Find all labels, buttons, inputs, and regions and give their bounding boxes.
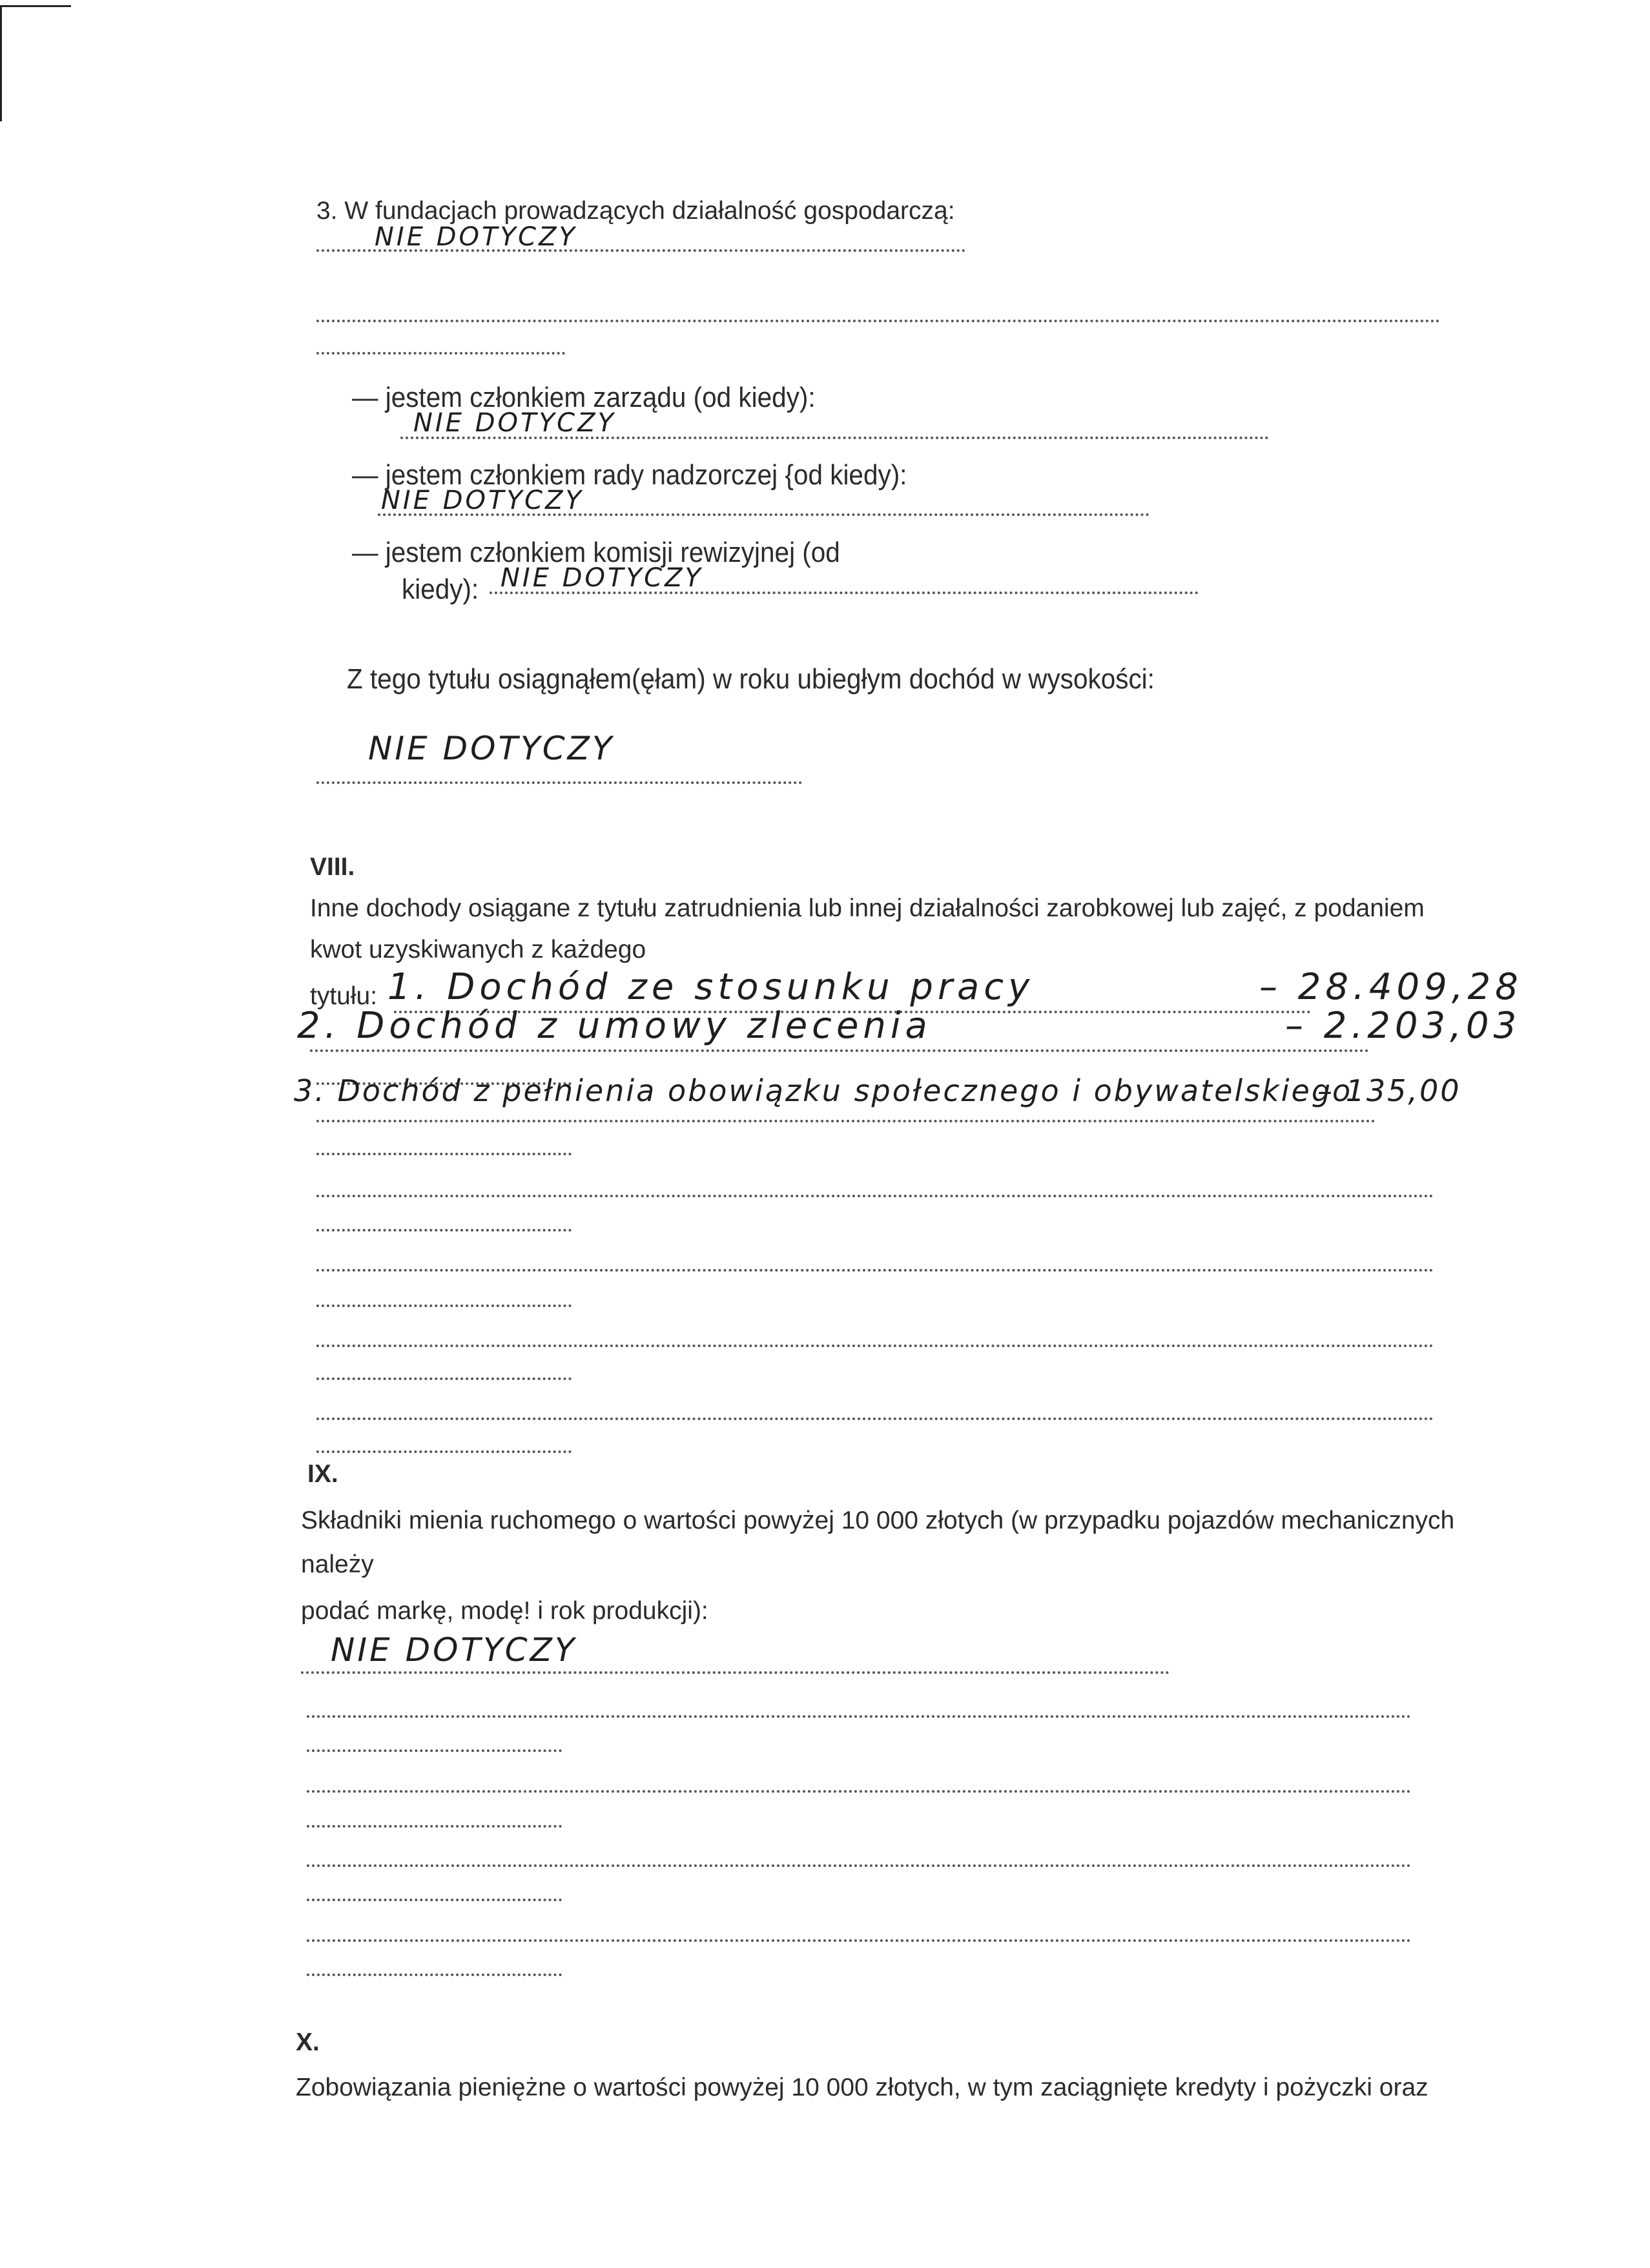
answer-line: [307, 1864, 1411, 1867]
handwritten-amount-3: – 135,00: [1317, 1073, 1461, 1108]
handwritten-answer: NIE DOTYCZY: [375, 222, 577, 252]
section-3-title: 3. W fundacjach prowadzących działalność gospodarczą:: [316, 197, 955, 225]
handwritten-amount-1: – 28.409,28: [1259, 966, 1523, 1008]
answer-line: [316, 1269, 1434, 1272]
handwritten-answer: NIE DOTYCZY: [368, 730, 615, 767]
handwritten-entry-3: 3. Dochód z pełnienia obowiązku społecznego i obywatelskiego: [294, 1073, 1353, 1108]
scan-corner-mark-vertical: [0, 5, 2, 121]
answer-line: [316, 320, 1440, 322]
answer-line: [307, 1899, 562, 1901]
answer-line: [316, 1120, 1376, 1122]
section-8-text-2: kwot uzyskiwanych z każdego: [310, 936, 646, 964]
answer-line: [316, 1195, 1434, 1197]
income-label: Z tego tytułu osiągnąłem(ęłam) w roku ubiegłym dochód w wysokości:: [347, 663, 1155, 695]
answer-line: [316, 1377, 572, 1380]
handwritten-answer: NIE DOTYCZY: [381, 486, 584, 515]
answer-line: [307, 1749, 562, 1752]
section-9-text-1: Składniki mienia ruchomego o wartości powyżej 10 000 złotych (w przypadku pojazdów mechanicznych: [301, 1507, 1455, 1534]
role-label-board: — jestem członkiem zarządu (od kiedy):: [352, 382, 816, 413]
handwritten-amount-2: – 2.203,03: [1285, 1005, 1521, 1047]
handwritten-answer: NIE DOTYCZY: [331, 1631, 577, 1669]
answer-line: [307, 1974, 562, 1976]
answer-line: [316, 1418, 1434, 1420]
scan-corner-mark: [0, 5, 71, 7]
answer-line: [316, 781, 802, 784]
section-9-text-2: należy: [301, 1551, 374, 1578]
answer-line: [316, 1450, 572, 1453]
section-9-numeral: IX.: [307, 1460, 338, 1488]
handwritten-entry-1: 1. Dochód ze stosunku pracy: [387, 966, 1035, 1008]
answer-line: [316, 1345, 1434, 1347]
role-label-supervisory: — jestem członkiem rady nadzorczej {od kiedy):: [352, 459, 907, 491]
answer-line: [307, 1715, 1411, 1718]
answer-line: [307, 1939, 1411, 1942]
answer-line: [307, 1790, 1411, 1793]
answer-line: [316, 1229, 572, 1232]
section-8-text-prefix: tytułu:: [310, 982, 378, 1010]
answer-line: [310, 1049, 1369, 1052]
handwritten-answer: NIE DOTYCZY: [413, 408, 616, 438]
handwritten-answer: NIE DOTYCZY: [500, 563, 703, 593]
role-label-audit: — jestem członkiem komisji rewizyjnej (od: [352, 537, 840, 568]
handwritten-entry-2: 2. Dochód z umowy zlecenia: [297, 1005, 932, 1047]
section-10-text-1: Zobowiązania pieniężne o wartości powyżej 10 000 złotych, w tym zaciągnięte kredyty i pożyczki oraz: [296, 2074, 1428, 2101]
answer-line: [307, 1825, 562, 1828]
section-8-text-1: Inne dochody osiągane z tytułu zatrudnienia lub innej działalności zarobkowej lub zajęć, z podaniem: [310, 894, 1425, 922]
answer-line: [301, 1671, 1170, 1674]
section-10-numeral: X.: [296, 2028, 320, 2056]
role-label-audit-cont: kiedy):: [402, 573, 479, 605]
answer-line: [316, 1153, 572, 1155]
answer-line: [316, 352, 565, 355]
section-9-text-3: podać markę, modę! i rok produkcji):: [301, 1597, 708, 1625]
answer-line: [316, 1304, 572, 1307]
section-8-numeral: VIII.: [310, 853, 355, 881]
